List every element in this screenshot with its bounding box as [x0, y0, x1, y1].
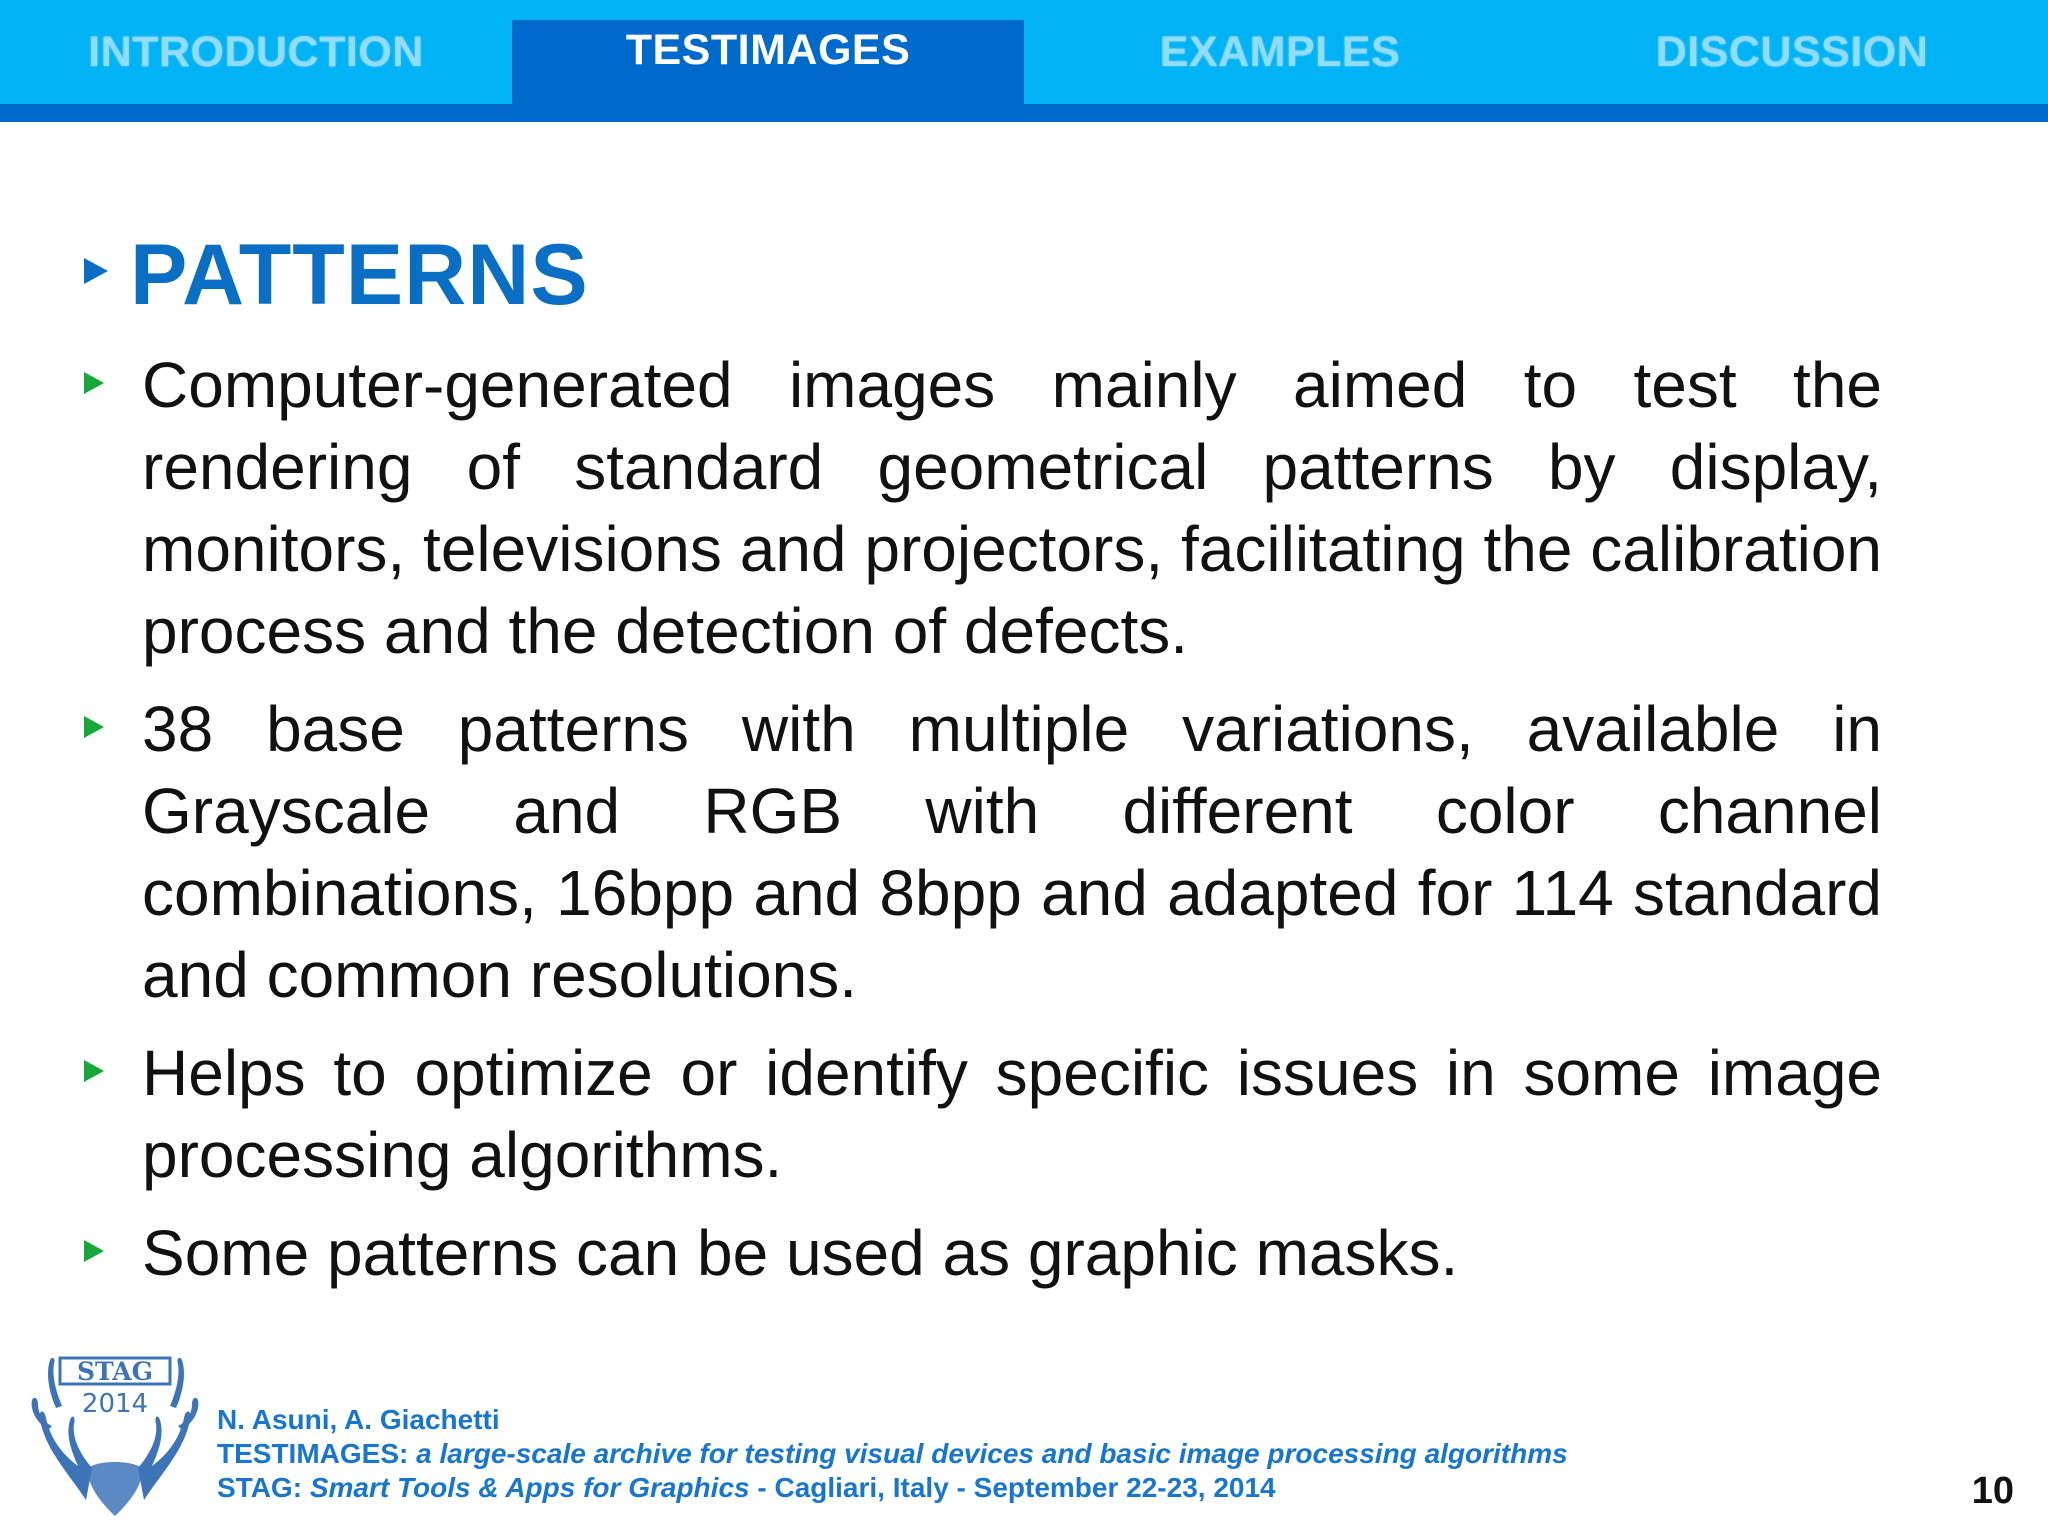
footer-location-date: - Cagliari, Italy - September 22-23, 2014 [757, 1472, 1276, 1503]
tab-introduction[interactable] [0, 0, 512, 104]
footer-title: a large-scale archive for testing visual devices and basic image processing algorithms [416, 1438, 1568, 1469]
footer-label: STAG: [217, 1472, 303, 1503]
bullet-text: Computer-generated images mainly aimed to test the rendering of standard geometrical patterns by display, monitors, televisions and projectors, facilitating the calibration process and the detection of defects. [142, 349, 1882, 667]
list-item [84, 1032, 1884, 1196]
page-number: 10 [1971, 1470, 2014, 1512]
tab-label: INTRODUCTION [88, 27, 424, 76]
tab-discussion[interactable] [1536, 0, 2048, 104]
bullet-triangle-icon [84, 258, 108, 284]
footer-label: TESTIMAGES: [217, 1438, 409, 1469]
tab-testimages[interactable] [512, 20, 1024, 104]
bullet-triangle-icon [84, 1060, 104, 1082]
footer-venue: Smart Tools & Apps for Graphics [309, 1472, 750, 1503]
tab-label: DISCUSSION [1655, 27, 1929, 76]
list-item [84, 688, 1884, 1016]
page-title: PATTERNS [130, 227, 589, 323]
top-navigation [0, 0, 2048, 104]
logo-year: 2014 [81, 1389, 149, 1419]
list-item [84, 1212, 1884, 1294]
bullet-text: 38 base patterns with multiple variations, available in Grayscale and RGB with different color channel combinations, 16bpp and 8bpp and adapted for 114 standard and common resolutions. [142, 693, 1882, 1011]
list-item [84, 344, 1884, 672]
bullet-text: Helps to optimize or identify specific issues in some image processing algorithms. [142, 1037, 1882, 1191]
footer-authors: N. Asuni, A. Giachetti [217, 1404, 500, 1435]
logo-text: STAG [76, 1357, 154, 1386]
tab-label: TESTIMAGES [625, 25, 911, 74]
bullet-text: Some patterns can be used as graphic masks. [142, 1217, 1459, 1289]
bullet-list [84, 344, 1884, 1310]
bullet-triangle-icon [84, 1240, 104, 1262]
slide-heading [84, 226, 589, 325]
footer-title-line [217, 1437, 1568, 1471]
bullet-triangle-icon [84, 716, 104, 738]
footer-venue-line [217, 1471, 1568, 1505]
tab-examples[interactable] [1024, 0, 1536, 104]
footer-citation [217, 1403, 1568, 1505]
bullet-triangle-icon [84, 372, 104, 394]
navbar-divider [0, 104, 2048, 122]
stag-logo-icon [26, 1350, 204, 1520]
tab-label: EXAMPLES [1159, 27, 1401, 76]
